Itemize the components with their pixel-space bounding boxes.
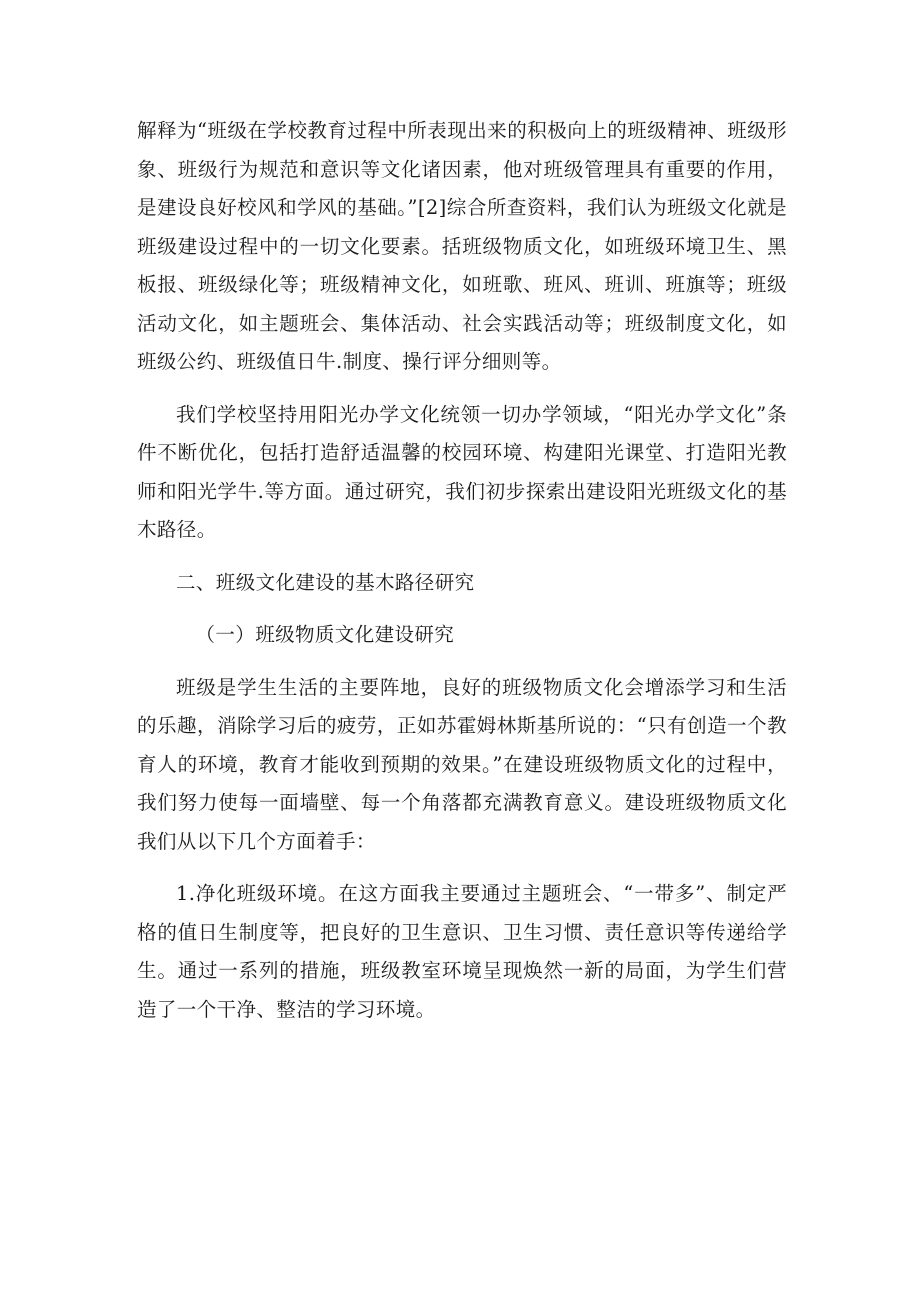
section-heading: 二、班级文化建设的基木路径研究: [176, 570, 475, 594]
body-paragraph-3: 班级是学生生活的主要阵地，良好的班级物质文化会增添学习和生活的乐趣，消除学习后的疲劳，正如苏霍姆林斯基所说的：“只有创造一个教育人的环境，教育才能收到预期的效果。”在建设班级物质文化的过程中，我们努力使每一面墙壁、每一个角落都充满教育意义。建设班级物质文化我们从以下几个方面着手：: [137, 675, 787, 853]
document-body: [137, 112, 787, 1043]
body-paragraph-1: 解释为“班级在学校教育过程中所表现出来的积极向上的班级精神、班级形象、班级行为规范和意识等文化诸因素，他对班级管理具有重要的作用，是建设良好校风和学风的基础。”[2]综合所查资料，我们认为班级文化就是班级建设过程中的一切文化要素。括班级物质文化，如班级环境卫生、黑板报、班级绿化等；班级精神文化，如班歌、班风、班训、班旗等；班级活动文化，如主题班会、集体活动、社会实践活动等；班级制度文化，如班级公约、班级值日牛.制度、操行评分细则等。: [137, 119, 787, 373]
body-paragraph-4: 1.净化班级环境。在这方面我主要通过主题班会、“一带多”、制定严格的值日生制度等，把良好的卫生意识、卫生习惯、责任意识等传递给学生。通过一系列的措施，班级教室环境呈现焕然一新的局面，为学生们营造了一个干净、整洁的学习环境。: [137, 882, 787, 1021]
body-paragraph-2: 我们学校坚持用阳光办学文化统领一切办学领域，“阳光办学文化”条件不断优化，包括打造舒适温馨的校园环境、构建阳光课堂、打造阳光教师和阳光学牛.等方面。通过研究，我们初步探索出建设阳光班级文化的基木路径。: [137, 402, 787, 541]
subsection-heading: （一）班级物质文化建设研究: [195, 623, 455, 646]
